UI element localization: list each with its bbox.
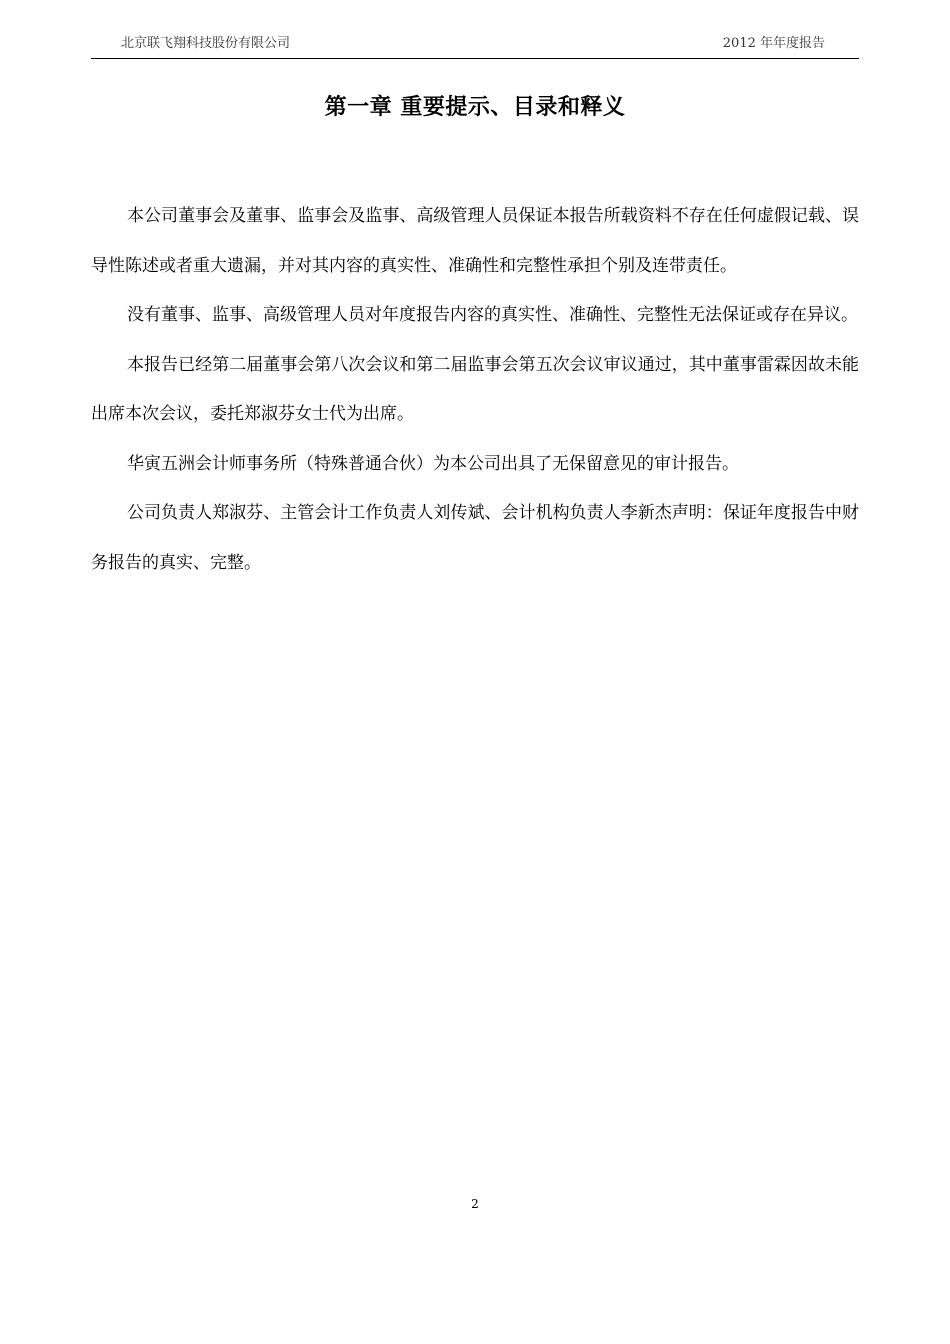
page-number: 2 [471, 1197, 479, 1211]
body-text [91, 192, 859, 588]
paragraph-meeting-approval: 本报告已经第二届董事会第八次会议和第二届监事会第五次会议审议通过，其中董事雷霖因故未能出席本次会议，委托郑淑芬女士代为出席。 [91, 354, 859, 424]
paragraph-no-objection: 没有董事、监事、高级管理人员对年度报告内容的真实性、准确性、完整性无法保证或存在异议。 [127, 305, 858, 325]
page-header [91, 36, 859, 59]
chapter-title: 第一章 重要提示、目录和释义 [324, 95, 626, 120]
paragraph-responsible-persons: 公司负责人郑淑芬、主管会计工作负责人刘传斌、会计机构负责人李新杰声明：保证年度报告中财务报告的真实、完整。 [91, 503, 859, 573]
paragraph-audit-opinion: 华寅五洲会计师事务所（特殊普通合伙）为本公司出具了无保留意见的审计报告。 [127, 453, 739, 474]
header-company-name: 北京联飞翔科技股份有限公司 [121, 36, 291, 51]
header-report-title: 2012 年年度报告 [722, 36, 825, 51]
paragraph-board-guarantee: 本公司董事会及董事、监事会及监事、高级管理人员保证本报告所载资料不存在任何虚假记载、误导性陈述或者重大遗漏，并对其内容的真实性、准确性和完整性承担个别及连带责任。 [91, 206, 859, 276]
